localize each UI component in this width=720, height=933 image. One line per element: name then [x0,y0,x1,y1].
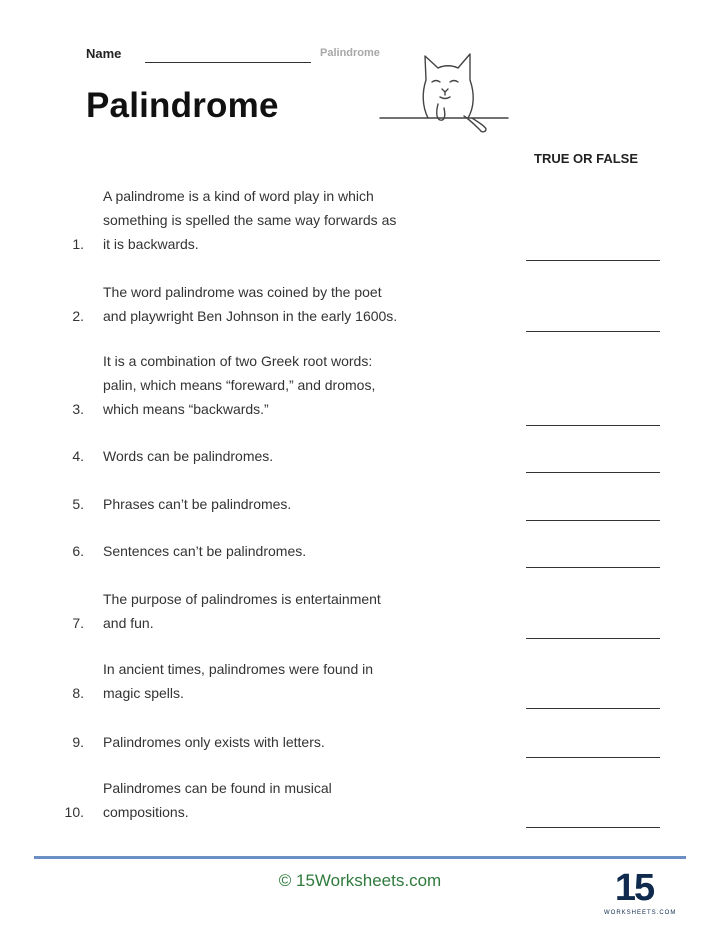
question-text-line: Palindromes can be found in musical [103,780,332,796]
name-label: Name [86,46,122,61]
question-number: 3. [72,401,84,417]
question-text-line: something is spelled the same way forwards as [103,212,397,228]
question-text [103,776,483,824]
question-text-line: Sentences can’t be palindromes. [103,543,307,559]
question-number: 9. [72,734,84,750]
question-text-line: which means “backwards.” [103,401,269,417]
question-text-line: it is backwards. [103,236,199,252]
question-text-line: and playwright Ben Johnson in the early 1600s. [103,308,398,324]
question-text-line: compositions. [103,804,189,820]
footer-rule [34,856,686,859]
question-number: 10. [64,804,84,820]
question-text-line: In ancient times, palindromes were found in [103,661,374,677]
question-number: 5. [72,496,84,512]
question-number: 2. [72,308,84,324]
question-text-line: palin, which means “foreward,” and dromos, [103,377,376,393]
question-text-line: magic spells. [103,685,184,701]
logo-number: 15 [614,867,654,909]
question-text-line: Phrases can’t be palindromes. [103,496,292,512]
question-number: 1. [72,236,84,252]
question-text-line: It is a combination of two Greek root words: [103,353,373,369]
question-number: 8. [72,685,84,701]
question-number: 7. [72,615,84,631]
question-text-line: Palindromes only exists with letters. [103,734,325,750]
question-item [60,0,670,824]
question-text-line: and fun. [103,615,154,631]
question-text-line: The word palindrome was coined by the poet [103,284,382,300]
footer-copyright: © 15Worksheets.com [278,871,442,890]
site-logo [604,866,677,924]
logo-text: WORKSHEETS.COM [604,910,677,916]
question-text-line: Words can be palindromes. [103,448,274,464]
question-number: 4. [72,448,84,464]
true-false-column-header: TRUE OR FALSE [534,151,639,166]
question-text-line: The purpose of palindromes is entertainment [103,591,381,607]
question-number: 6. [72,543,84,559]
page-title: Palindrome [86,86,279,125]
answer-blank-line[interactable] [526,827,660,828]
question-text-line: A palindrome is a kind of word play in which [103,188,374,204]
worksheet-topic-label: Palindrome [320,47,380,59]
